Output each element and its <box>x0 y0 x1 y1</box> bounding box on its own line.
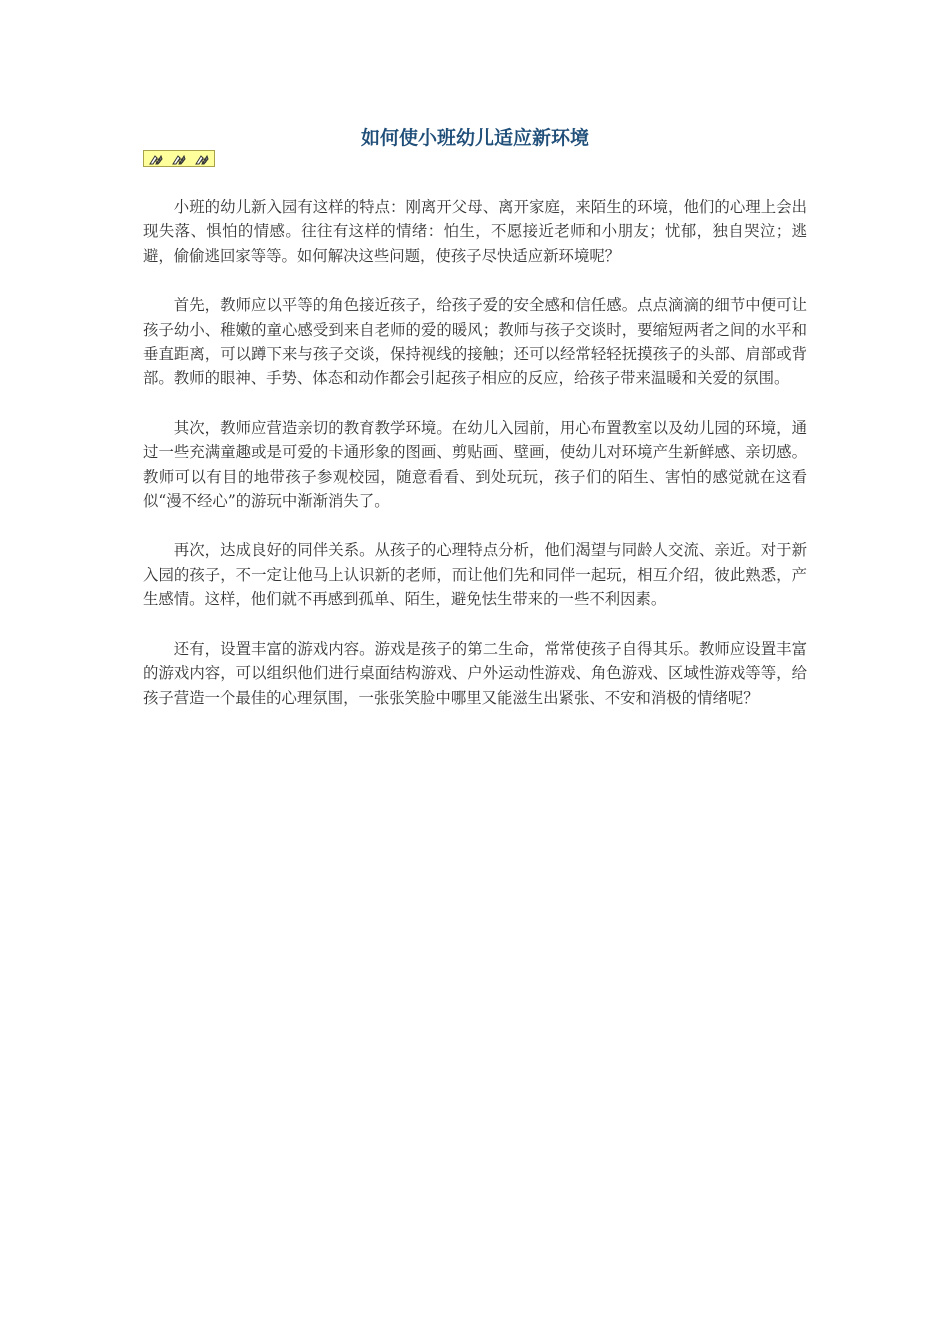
paragraph-third: 再次，达成良好的同伴关系。从孩子的心理特点分析，他们渴望与同龄人交流、亲近。对于新入园的孩子，不一定让他马上认识新的老师，而让他们先和同伴一起玩，相互介绍，彼此熟悉，产生感情。这样，他们就不再感到孤单、陌生，避免怯生带来的一些不利因素。 <box>143 541 807 609</box>
decorative-icon <box>170 152 188 166</box>
article-body <box>143 195 807 735</box>
paragraph-second: 其次，教师应营造亲切的教育教学环境。在幼儿入园前，用心布置教室以及幼儿园的环境，通过一些充满童趣或是可爱的卡通形象的图画、剪贴画、壁画，使幼儿对环境产生新鲜感、亲切感。教师可以有目的地带孩子参观校园，随意看看、到处玩玩，孩子们的陌生、害怕的感觉就在这看似“漫不经心”的游玩中渐渐消失了。 <box>143 418 807 511</box>
decorative-icon <box>193 152 211 166</box>
paragraph-intro: 小班的幼儿新入园有这样的特点：刚离开父母、离开家庭，来陌生的环境，他们的心理上会出现失落、惧怕的情感。往往有这样的情绪：怕生，不愿接近老师和小朋友；忧郁，独自哭泣；逃避，偷偷逃回家等等。如何解决这些问题，使孩子尽快适应新环境呢？ <box>143 198 807 265</box>
decorative-icon-strip <box>143 150 215 167</box>
paragraph-first: 首先，教师应以平等的角色接近孩子，给孩子爱的安全感和信任感。点点滴滴的细节中便可让孩子幼小、稚嫩的童心感受到来自老师的爱的暖风；教师与孩子交谈时，要缩短两者之间的水平和垂直距离，可以蹲下来与孩子交谈，保持视线的接触；还可以经常轻轻抚摸孩子的头部、肩部或背部。教师的眼神、手势、体态和动作都会引起孩子相应的反应，给孩子带来温暖和关爱的氛围。 <box>143 296 807 388</box>
decorative-icon <box>147 152 165 166</box>
document-title: 如何使小班幼儿适应新环境 <box>360 127 589 149</box>
paragraph-fourth: 还有，设置丰富的游戏内容。游戏是孩子的第二生命，常常使孩子自得其乐。教师应设置丰富的游戏内容，可以组织他们进行桌面结构游戏、户外运动性游戏、角色游戏、区域性游戏等等，给孩子营造一个最佳的心理氛围，一张张笑脸中哪里又能滋生出紧张、不安和消极的情绪呢？ <box>143 639 807 707</box>
